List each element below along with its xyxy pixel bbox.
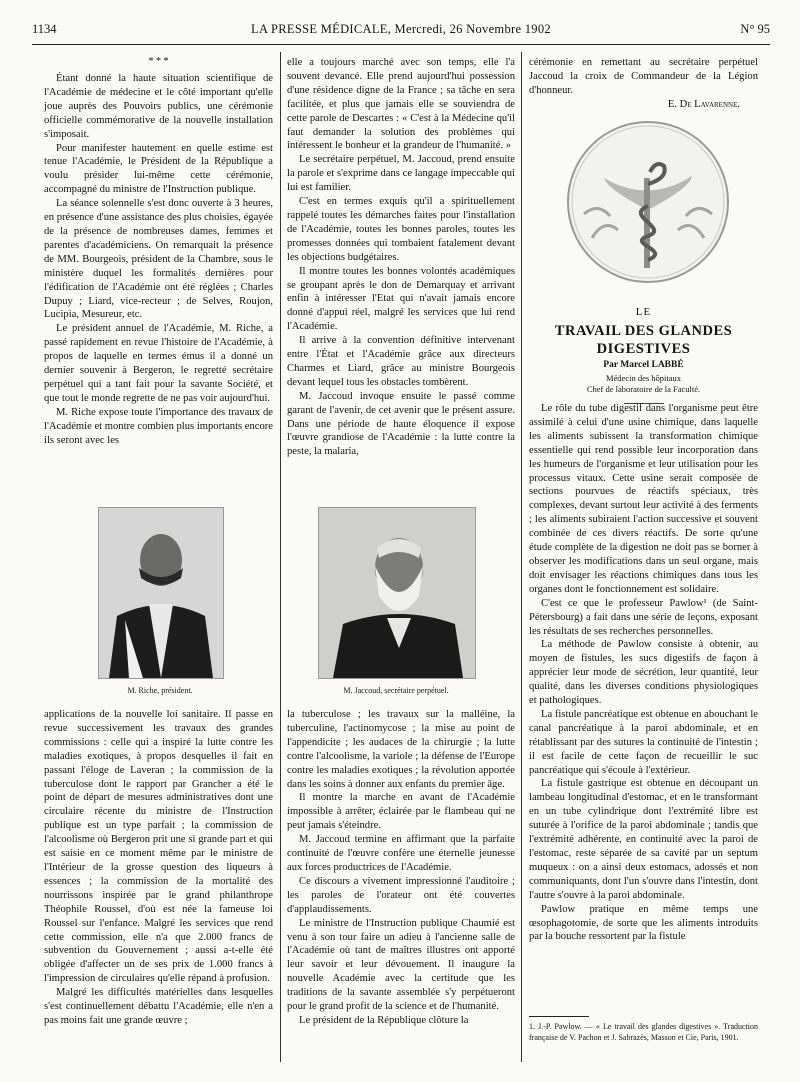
- column-2-top: [287, 56, 515, 459]
- caduceus-icon: [564, 118, 732, 286]
- article-kicker: LE: [635, 306, 652, 318]
- paragraph: Il montre toutes les bonnes volontés académiques se groupant après le don de Demarquay et arrivant enfin à intéresser l'Etat qui n'avait jamais encore donné d'appui réel, malgré les services que lui rend l'Académie.: [287, 265, 515, 333]
- paragraph: Il arrive à la convention définitive intervenant entre l'État et l'Académie grâce aux directeurs Charmes et Liard, grâce au ministre Bourgeois devant lequel tous les obstacles tombèrent.: [287, 335, 515, 388]
- article-affiliation: Chef de laboratoire de la Faculté.: [586, 383, 701, 394]
- column-1-top: [44, 56, 273, 447]
- portrait-riche: [98, 507, 224, 679]
- paragraph: Le secrétaire perpétuel, M. Jaccoud, prend ensuite la parole et s'exprime dans ce langage impeccable qui lui est familier.: [287, 154, 515, 194]
- paragraph: Étant donné la haute situation scientifique de l'Académie de médecine et le côté important qu'elle joue auprès des Pouvoirs publics, une cérémonie officielle commémorative de la nouvelle installation s'imposait.: [44, 73, 273, 140]
- paragraph: La séance solennelle s'est donc ouverte à 3 heures, en présence d'une assistance des plus choisies, égayée de la présence de nombreuses dames, femmes et parentes d'académiciens. On remarquait la présence de MM. Bourgeois, président de la Chambre, sous le ministère duquel les formalités dernières pour l'édification de l'Académie ont été réglées ; Charles Dupuy ; Liard, vice-recteur ; de Selves, Roujon, Lucipia, Mesureur, etc.: [44, 198, 273, 321]
- paragraph: Le rôle du tube digestif dans l'organisme peut être assimilé à celui d'une usine chimique, dans laquelle les aliments subissent la transformation chimique essentielle qui rend possible leur incorporation dans les humeurs de l'organisme et leur utilisation pour les processus vitaux. Cette usine serait composée de sections pourvues de réactifs spéciaux, très complexes, devant surtout leur activité à des ferments ; les aliments subiraient l'action successive et souvent combinée de ces divers réactifs. De sorte qu'une étude complète de la digestion ne doit pas se borner à observer les modifications dans un seul organe, mais doit envisager les réactions chimiques dans tous les organes dont le fonctionnement est solidaire.: [529, 403, 758, 595]
- portrait-jaccoud: [318, 507, 476, 679]
- article-byline: Par Marcel LABBÉ: [603, 359, 684, 370]
- medallion-emblem: [564, 118, 732, 286]
- portrait-riche-image: [99, 508, 223, 678]
- article-title: TRAVAIL DES GLANDES DIGESTIVES: [554, 322, 733, 357]
- column-divider-2: [521, 52, 522, 1062]
- paragraph: Le président annuel de l'Académie, M. Riche, a passé rapidement en revue l'histoire de l'Académie, à propos de laquelle en termes émus il a donné un dernier souvenir à Bergeron, le regretté secrétaire perpétuel qui a tant fait pour la savante Société, et que tout le monde regrette de ne pas voir aujourd'hui.: [44, 323, 273, 404]
- article-body: [529, 402, 758, 944]
- footnote: 1. J.-P. Pawlow. — « Le travail des glandes digestives ». Traduction française de V. Pachon et J. Sabrazès, Masson et Cie, Paris, 1901.: [529, 1022, 758, 1042]
- paragraph: Il montre la marche en avant de l'Académie impossible à arrêter, éclairée par le flambeau qui ne peut jamais s'éteindre.: [287, 792, 515, 832]
- paragraph: elle a toujours marché avec son temps, elle l'a souvent devancé. Elle prend aujourd'hui possession d'une résidence digne de la France ; sa tâche en sera facilitée, et plus que jamais elle se souviendra de cette parole de Descartes : « C'est à la Médecine qu'il faut demander la solution des problèmes qui intéressent le bonheur et la grandeur de l'humanité. »: [287, 57, 515, 152]
- column-divider-1: [280, 52, 281, 1062]
- paragraph: C'est ce que le professeur Pawlow¹ (de Saint-Pétersbourg) a fait dans une série de leçons, exposant les résultats de ses recherches personnelles.: [529, 597, 758, 637]
- paragraph: La fistule gastrique est obtenue en découpant un lambeau longitudinal d'estomac, et en le transformant en un tube cylindrique dont l'extrémité libre est suturée à l'orifice de la paroi abdominale ; tandis que l'extrémité adhérente, en continuité avec la paroi de l'estomac, reste séparée de sa cavité par un septum muqueux : on a ainsi deux estomacs, adossés et non communiquants, dont l'un s'ouvre dans l'intestin, dont l'autre s'ouvre à la paroi abdominale.: [529, 778, 758, 901]
- column-1-bottom: [44, 708, 273, 1028]
- page-header: [32, 22, 770, 42]
- header-rule: [32, 44, 770, 45]
- footnote-rule: [529, 1016, 589, 1017]
- paragraph: Pour manifester hautement en quelle estime est tenue l'Académie, le Président de la République a voulu présider lui-même cette cérémonie, accompagné du ministre de l'Instruction publique.: [44, 142, 273, 196]
- paragraph: Le ministre de l'Instruction publique Chaumié est venu à son tour faire un adieu à l'ancienne salle de l'Académie où tant de maîtres illustres ont apporté leur savoir et leur dévouement. Il inaugure la nouvelle Académie avec la certitude que les traditions de la savante assemblée s'y perpétueront pour le grand profit de la science et de l'humanité.: [287, 917, 515, 1013]
- portrait-jaccoud-image: [319, 508, 475, 678]
- paragraph: La méthode de Pawlow consiste à obtenir, au moyen de fistules, les sucs digestifs de façon à apprécier leur mode de sécrétion, leur quantité, leur qualité, dans les diverses conditions physiologiques et pathologiques.: [529, 639, 758, 707]
- column-3-top: [529, 56, 758, 112]
- paragraph: M. Jaccoud termine en affirmant que la parfaite continuité de l'œuvre confère une éternelle jeunesse aux forces productrices de l'Académie.: [287, 834, 515, 873]
- paragraph: Malgré les difficultés matérielles dans lesquelles s'est continuellement débattu l'Académie, elle n'en a pas moins fait une grande œuvre ;: [44, 987, 273, 1026]
- paragraph: C'est en termes exquis qu'il a spirituellement rappelé toutes les démarches faites pour l'installation de l'Académie, toutes les bonnes paroles, toutes les promesses données qui tombaient fatalement devant les objections budgétaires.: [287, 196, 515, 263]
- section-stars: * * *: [148, 56, 169, 67]
- author-signature: E. De Lavarenne.: [667, 98, 740, 110]
- column-2-bottom: [287, 708, 515, 1028]
- paragraph: M. Riche expose toute l'importance des travaux de l'Académie et montre combien plus importants encore ils seront avec les: [44, 406, 274, 446]
- paragraph: cérémonie en remettant au secrétaire perpétuel Jaccoud la croix de Commandeur de la Légion d'honneur.: [529, 57, 758, 96]
- article-heading: [529, 306, 758, 413]
- page-number: 1134: [32, 22, 57, 36]
- caption-jaccoud: M. Jaccoud, secrétaire perpétuel.: [343, 686, 449, 695]
- paragraph: Ce discours a vivement impressionné l'auditoire ; les paroles de l'orateur ont été couvertes d'applaudissements.: [287, 875, 515, 915]
- caption-riche: M. Riche, président.: [127, 686, 193, 695]
- paragraph: Pawlow pratique en même temps une œsophagotomie, de sorte que les aliments introduits par la bouche ressortent par la fistule: [529, 903, 758, 943]
- paragraph: Le président de la République clôture la: [299, 1014, 469, 1026]
- paragraph: applications de la nouvelle loi sanitaire. Il passe en revue successivement les travaux des grandes commissions : celle qui a inspiré la lutte contre les maladies exotiques, à propos desquelles il fait en passant l'éloge de Laveran ; la commission de la tuberculose dont le rapport par Grancher a été le point de départ de mesures administratives dont une circulaire récente du ministre de l'Instruction publique est un type parfait ; la commission de l'alcoolisme où Bergeron prit une si grande part et qui est saisie en ce moment même par le ministre de l'Intérieur de la grosse question des liqueurs à essences ; la commission de la mortalité des nourrissons inspirée par le grand philanthrope Théophile Roussel, d'où est née la fameuse loi Roussel sur l'enfance. Malgré les services que rend cette commission, elle n'a que 2.000 francs de subvention du Gouvernement ; aussi a-t-elle été obligée d'affecter un de ses prix de 1.000 francs à l'impression de circulaires qu'elle répand à profusion.: [44, 709, 273, 985]
- article-affiliation: Médecin des hôpitaux: [605, 372, 682, 383]
- paragraph: La fistule pancréatique est obtenue en abouchant le canal pancréatique à la paroi abdominale, et en rétablissant par des sutures la continuité de l'intestin ; il est facile de cette façon de recueillir le suc pancréatique qui s'écoule à l'extérieur.: [529, 708, 758, 776]
- journal-title: LA PRESSE MÉDICALE, Mercredi, 26 Novembre 1902: [251, 22, 551, 36]
- paragraph: la tuberculose ; les travaux sur la malléine, la tuberculine, l'actinomycose ; la mise au point de l'appendicite ; les audaces de la chirurgie ; la lutte contre l'alcoolisme, la variole ; la défense de l'Europe contre les maladies exotiques ; la révolution apportée dans les soins à donner aux enfants du premier âge.: [287, 709, 515, 790]
- issue-number: N° 95: [740, 22, 770, 36]
- paragraph: M. Jaccoud invoque ensuite le passé comme garant de l'avenir, de cet avenir que le présent assure. Dans une période de haute éloquence il expose l'œuvre grandiose de l'Académie : la lutte contre la peste, la malaria,: [287, 390, 515, 458]
